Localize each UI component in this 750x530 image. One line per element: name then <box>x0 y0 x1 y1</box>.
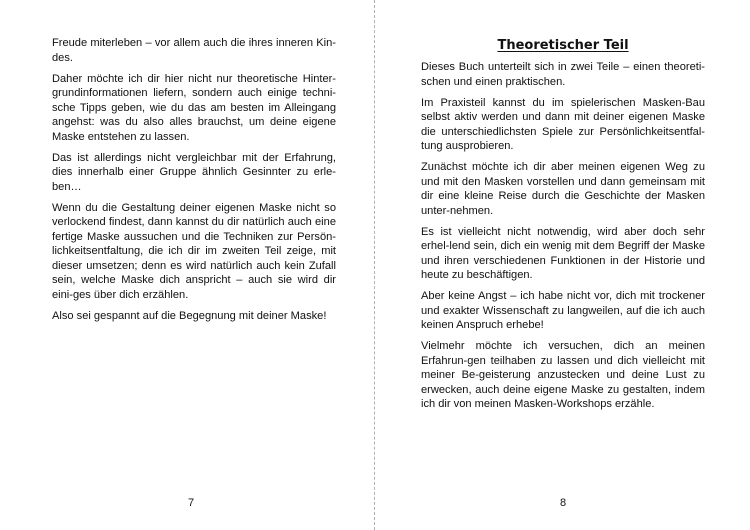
left-page-text <box>52 36 336 330</box>
section-heading: Theoretischer Teil <box>497 38 629 53</box>
paragraph: Im Praxisteil kannst du im spielerischen Masken-Bau selbst aktiv werden und dann mit deiner eigenen Maske die unterschiedlichsten Spiele zur Persönlichkeitsentfal-tung ausprobieren. <box>421 96 705 152</box>
right-page <box>376 0 750 530</box>
paragraph: Also sei gespannt auf die Begegnung mit deiner Maske! <box>52 309 327 322</box>
paragraph: Es ist vielleicht nicht notwendig, wird aber doch sehr erhel-lend sein, dich ein wenig mit dem Begriff der Maske und ihren verschiedenen Funktionen in der Historie und heute zu beschäftigen. <box>421 225 705 281</box>
paragraph: Daher möchte ich dir hier nicht nur theoretische Hinter-grundinformationen liefern, sondern auch einige techni-sche Tipps geben, wie du das am besten im Alleingang angehst: was du also alles brauchst, um deine eigene Maske entstehen zu lassen. <box>52 72 336 143</box>
paragraph: Das ist allerdings nicht vergleichbar mit der Erfahrung, dies innerhalb einer Gruppe ähnlich Gesinnter zu erle-ben… <box>52 151 336 193</box>
page-number: 7 <box>187 497 195 509</box>
paragraph: Dieses Buch unterteilt sich in zwei Teile – einen theoreti-schen und einen praktischen. <box>421 61 705 88</box>
paragraph: Freude miterleben – vor allem auch die ihres inneren Kin-des. <box>52 37 336 64</box>
right-page-text <box>421 37 705 418</box>
page-number: 8 <box>559 497 567 509</box>
paragraph: Aber keine Angst – ich habe nicht vor, dich mit trockener und exakter Wissenschaft zu langweilen, auf die ich auch keinen Anspruch erhebe! <box>421 290 705 331</box>
paragraph: Wenn du die Gestaltung deiner eigenen Maske nicht so verlockend findest, dann kannst du dir natürlich auch eine fertige Maske aussuchen und die Techniken zur Persön-lichkeitsentfaltung, die ich dir im zweiten Teil zeige, mit dieser umsetzen; denn es wird natürlich auch kein Zufall sein, welche Maske dich anspricht – auch sie wird dir eini-ges über dich erzählen. <box>52 201 336 301</box>
paragraph: Zunächst möchte ich dir aber meinen eigenen Weg zu und mit den Masken vorstellen und dann gemeinsam mit dir eine kleine Reise durch die Geschichte der Masken unter-nehmen. <box>421 161 705 217</box>
left-page <box>0 0 374 530</box>
paragraph: Vielmehr möchte ich versuchen, dich an meinen Erfahrun-gen teilhaben zu lassen und dich vielleicht mit meiner Be-geisterung anzustecken und deine Lust zu erwecken, auch deine eigene Maske zu gestalten, indem ich dir von meinen Masken-Workshops erzähle. <box>421 340 705 410</box>
page-divider <box>374 0 375 530</box>
